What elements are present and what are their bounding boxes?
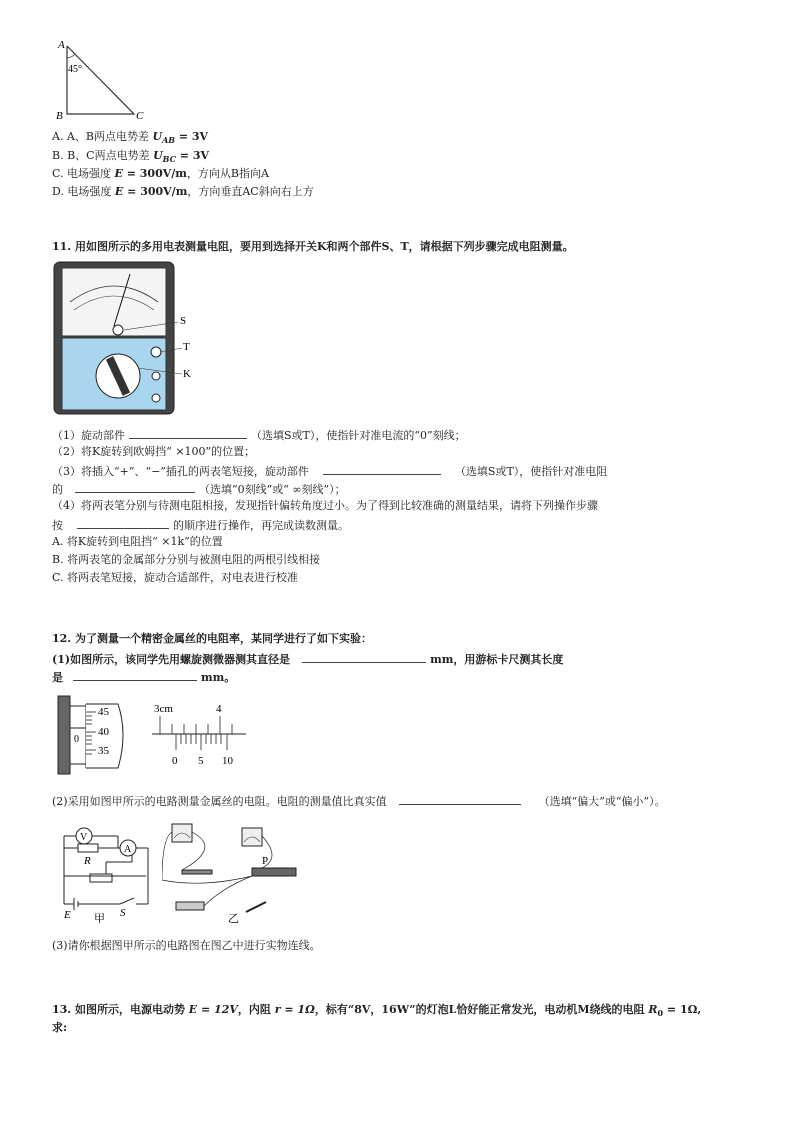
caliper-figure — [150, 700, 250, 772]
q12-stem: 12. 为了测量一个精密金属丝的电阻率，某同学进行了如下实验： — [52, 632, 372, 645]
circuit-diagram-jia — [56, 818, 156, 924]
multimeter-figure — [52, 260, 202, 418]
caliper-unit: 3cm — [154, 703, 173, 715]
q10-option-b: B. B、C两点电势差 $U_{BC} = 3V$ — [52, 149, 210, 165]
figure-jia-label: 甲 — [94, 913, 105, 924]
answer-blank[interactable] — [75, 481, 195, 493]
caliper-vernier-0: 0 — [172, 755, 178, 767]
q11-step4-cont: 按 的顺序进行操作，再完成读数测量。 — [52, 519, 349, 532]
meter-label-s: S — [180, 315, 187, 327]
q12-part2: (2)采用如图甲所示的电路测量金属丝的电阻。电阻的测量值比真实值 （选填“偏大”或“偏小”）。 — [52, 795, 666, 808]
answer-blank[interactable] — [302, 651, 426, 663]
q11-option-c: C. 将两表笔短接，旋动合适部件，对电表进行校准 — [52, 571, 299, 584]
q12-part1: (1)如图所示，该同学先用螺旋测微器测其直径是 mm，用游标卡尺测其长度 — [52, 653, 564, 666]
voltmeter-label: V — [80, 832, 88, 843]
answer-blank[interactable] — [129, 427, 247, 439]
resistor-label: R — [84, 855, 91, 867]
q11-step4: （4）将两表笔分别与待测电阻相接，发现指针偏转角度过小。为了得到比较准确的测量结果，请将下列操作步骤 — [52, 499, 598, 512]
meter-label-t: T — [183, 341, 190, 353]
micrometer-tick-40: 40 — [98, 726, 109, 738]
slider-p-label: P — [262, 855, 269, 867]
q12-part1-cont: 是 mm。 — [52, 671, 236, 684]
figure-yi-label: 乙 — [228, 913, 239, 924]
q11-option-a: A. 将K旋转到电阻挡“ ×1k”的位置 — [52, 535, 223, 548]
answer-blank[interactable] — [73, 669, 197, 681]
q11-stem: 11. 用如图所示的多用电表测量电阻，要用到选择开关K和两个部件S、T，请根据下列步骤完成电阻测量。 — [52, 240, 574, 253]
q11-step1: （1）旋动部件 （选填S或T），使指针对准电流的“0”刻线； — [52, 429, 466, 442]
q11-step3-cont: 的 （选填“0刻线”或“ ∞刻线”）； — [52, 483, 346, 496]
q11-option-b: B. 将两表笔的金属部分分别与被测电阻的两根引线相接 — [52, 553, 321, 566]
q11-step2: （2）将K旋转到欧姆挡“ ×100”的位置； — [52, 445, 256, 458]
q13-stem: 13. 如图所示，电源电动势 E = 12V，内阻 r = 1Ω，标有“8V，16W”的灯泡L恰好能正常发光，电动机M绕线的电阻 $R_0 = 1\Omega$, — [52, 1003, 702, 1019]
q10-option-c: C. 电场强度 E = 300V/m，方向从B指向A — [52, 167, 269, 180]
micrometer-zero: 0 — [74, 734, 79, 745]
answer-blank[interactable] — [77, 517, 169, 529]
q10-option-a: A. A、B两点电势差 $U_{AB} = 3V$ — [52, 130, 209, 146]
caliper-vernier-10: 10 — [222, 755, 233, 767]
vertex-b-label: B — [56, 110, 63, 122]
caliper-main-4: 4 — [216, 703, 222, 715]
triangle-figure — [50, 38, 160, 122]
battery-label: E — [64, 909, 71, 921]
q11-step3: （3）将插入“+”、“−”插孔的两表笔短接，旋动部件 （选填S或T），使指针对准电阻 — [52, 465, 608, 478]
answer-blank[interactable] — [399, 793, 521, 805]
switch-label: S — [120, 907, 126, 919]
micrometer-tick-45: 45 — [98, 706, 109, 718]
ammeter-label: A — [124, 844, 132, 855]
vertex-c-label: C — [136, 110, 144, 122]
caliper-vernier-5: 5 — [198, 755, 204, 767]
answer-blank[interactable] — [323, 463, 441, 475]
meter-label-k: K — [183, 368, 191, 380]
q12-part3: (3)请你根据图甲所示的电路图在图乙中进行实物连线。 — [52, 939, 321, 952]
vertex-a-label: A — [58, 39, 65, 51]
q13-stem-cont: 求: — [52, 1021, 68, 1034]
micrometer-tick-35: 35 — [98, 745, 109, 757]
circuit-diagram-yi — [162, 818, 312, 924]
q10-option-d: D. 电场强度 E = 300V/m，方向垂直AC斜向右上方 — [52, 185, 314, 198]
angle-label: 45° — [68, 64, 82, 75]
micrometer-figure — [56, 694, 136, 776]
